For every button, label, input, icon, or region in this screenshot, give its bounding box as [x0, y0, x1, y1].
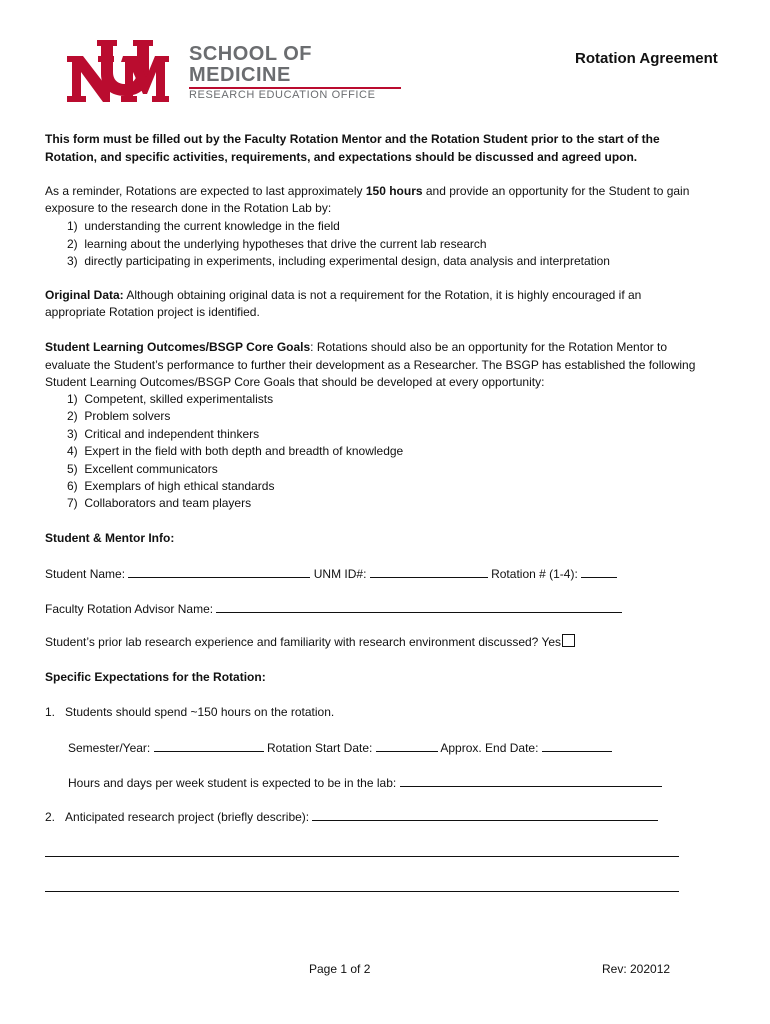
student-row [45, 565, 617, 583]
original-data-label: Original Data: [45, 288, 124, 302]
page-number: Page 1 of 2 [309, 962, 371, 976]
reminder-bold: 150 hours [365, 184, 423, 198]
unm-logo [65, 38, 173, 110]
item-number: 1. [45, 705, 56, 719]
list-item: 4) Expert in the field with both depth and breadth of knowledge [67, 444, 404, 459]
outcomes-list [67, 391, 403, 513]
list-item: 7) Collaborators and team players [67, 496, 252, 511]
item-text: Anticipated research project (briefly describe): [65, 810, 310, 824]
office-name: RESEARCH EDUCATION OFFICE [189, 89, 376, 101]
reminder-after: and provide an opportunity for the Student to gain exposure to the research done in the Rotation Lab by: [45, 184, 690, 215]
prior-experience-row [45, 634, 575, 651]
project-field-line-3[interactable] [45, 891, 679, 892]
advisor-label: Faculty Rotation Advisor Name: [45, 602, 214, 616]
project-field-line-1[interactable] [312, 808, 658, 821]
unm-id-label: UNM ID#: [313, 567, 367, 581]
list-item: 1) Competent, skilled experimentalists [67, 392, 274, 406]
hours-field[interactable] [400, 774, 662, 787]
intro-paragraph: This form must be filled out by the Faculty Rotation Mentor and the Rotation Student prior to the start of the Rotation, and specific activities, requirements, and expectations should be discussed and agreed upon. [45, 132, 660, 164]
revision-label: Rev: 202012 [602, 962, 671, 976]
unm-logo-mark-icon [65, 38, 173, 110]
end-date-label: Approx. End Date: [440, 741, 539, 755]
outcomes-paragraph [45, 339, 715, 392]
item-number: 2. [45, 810, 56, 824]
project-field-line-2[interactable] [45, 856, 679, 857]
logo-line-1: SCHOOL OF [189, 43, 313, 65]
list-item: 2) Problem solvers [67, 409, 171, 424]
outcomes-label: Student Learning Outcomes/BSGP Core Goals [45, 340, 311, 354]
semester-label: Semester/Year: [68, 741, 151, 755]
hours-label: Hours and days per week student is expected to be in the lab: [68, 776, 397, 790]
end-date-field[interactable] [542, 739, 612, 752]
reminder-paragraph [45, 183, 715, 217]
list-item: 5) Excellent communicators [67, 461, 218, 476]
start-date-label: Rotation Start Date: [266, 741, 373, 755]
student-name-field[interactable] [128, 565, 310, 578]
rotation-number-field[interactable] [581, 565, 617, 578]
info-heading: Student & Mentor Info: [45, 531, 175, 545]
dates-row [68, 739, 612, 757]
list-item: 2) learning about the underlying hypotheses that drive the current lab research [67, 236, 487, 251]
yes-checkbox[interactable] [562, 634, 575, 647]
advisor-row [45, 600, 622, 618]
expectations-heading: Specific Expectations for the Rotation: [45, 670, 266, 684]
advisor-name-field[interactable] [216, 600, 622, 613]
outcomes-text: : Rotations should also be an opportunity for the Rotation Mentor to evaluate the Student’s performance to further their development as a Researcher. The BSGP has established the following Student Learning Outcomes/BSGP Core Goals that should be developed at every opportunity: [45, 340, 696, 389]
list-item: 3) Critical and independent thinkers [67, 426, 260, 441]
hours-row [68, 774, 662, 792]
expectation-item-2 [45, 808, 658, 826]
logo-line-2: MEDICINE [189, 64, 291, 86]
unm-id-field[interactable] [370, 565, 488, 578]
page-title: Rotation Agreement [575, 50, 718, 67]
item-text: Students should spend ~150 hours on the rotation. [65, 705, 335, 719]
student-name-label: Student Name: [45, 567, 126, 581]
original-data-paragraph [45, 287, 705, 321]
list-item: 3) directly participating in experiments, including experimental design, data analysis and interpretation [67, 254, 610, 268]
start-date-field[interactable] [376, 739, 438, 752]
prior-experience-label: Student’s prior lab research experience and familiarity with research environment discussed? Yes [45, 635, 562, 649]
reminder-list [67, 218, 610, 271]
reminder-before: As a reminder, Rotations are expected to last approximately [45, 184, 366, 198]
semester-field[interactable] [154, 739, 264, 752]
rotation-number-label: Rotation # (1-4): [491, 567, 578, 581]
list-item: 6) Exemplars of high ethical standards [67, 479, 275, 494]
original-data-text: Although obtaining original data is not a requirement for the Rotation, it is highly encouraged if an appropriate Rotation project is identified. [45, 288, 642, 319]
expectation-item-1 [45, 704, 334, 721]
list-item: 1) understanding the current knowledge in the field [67, 219, 340, 233]
